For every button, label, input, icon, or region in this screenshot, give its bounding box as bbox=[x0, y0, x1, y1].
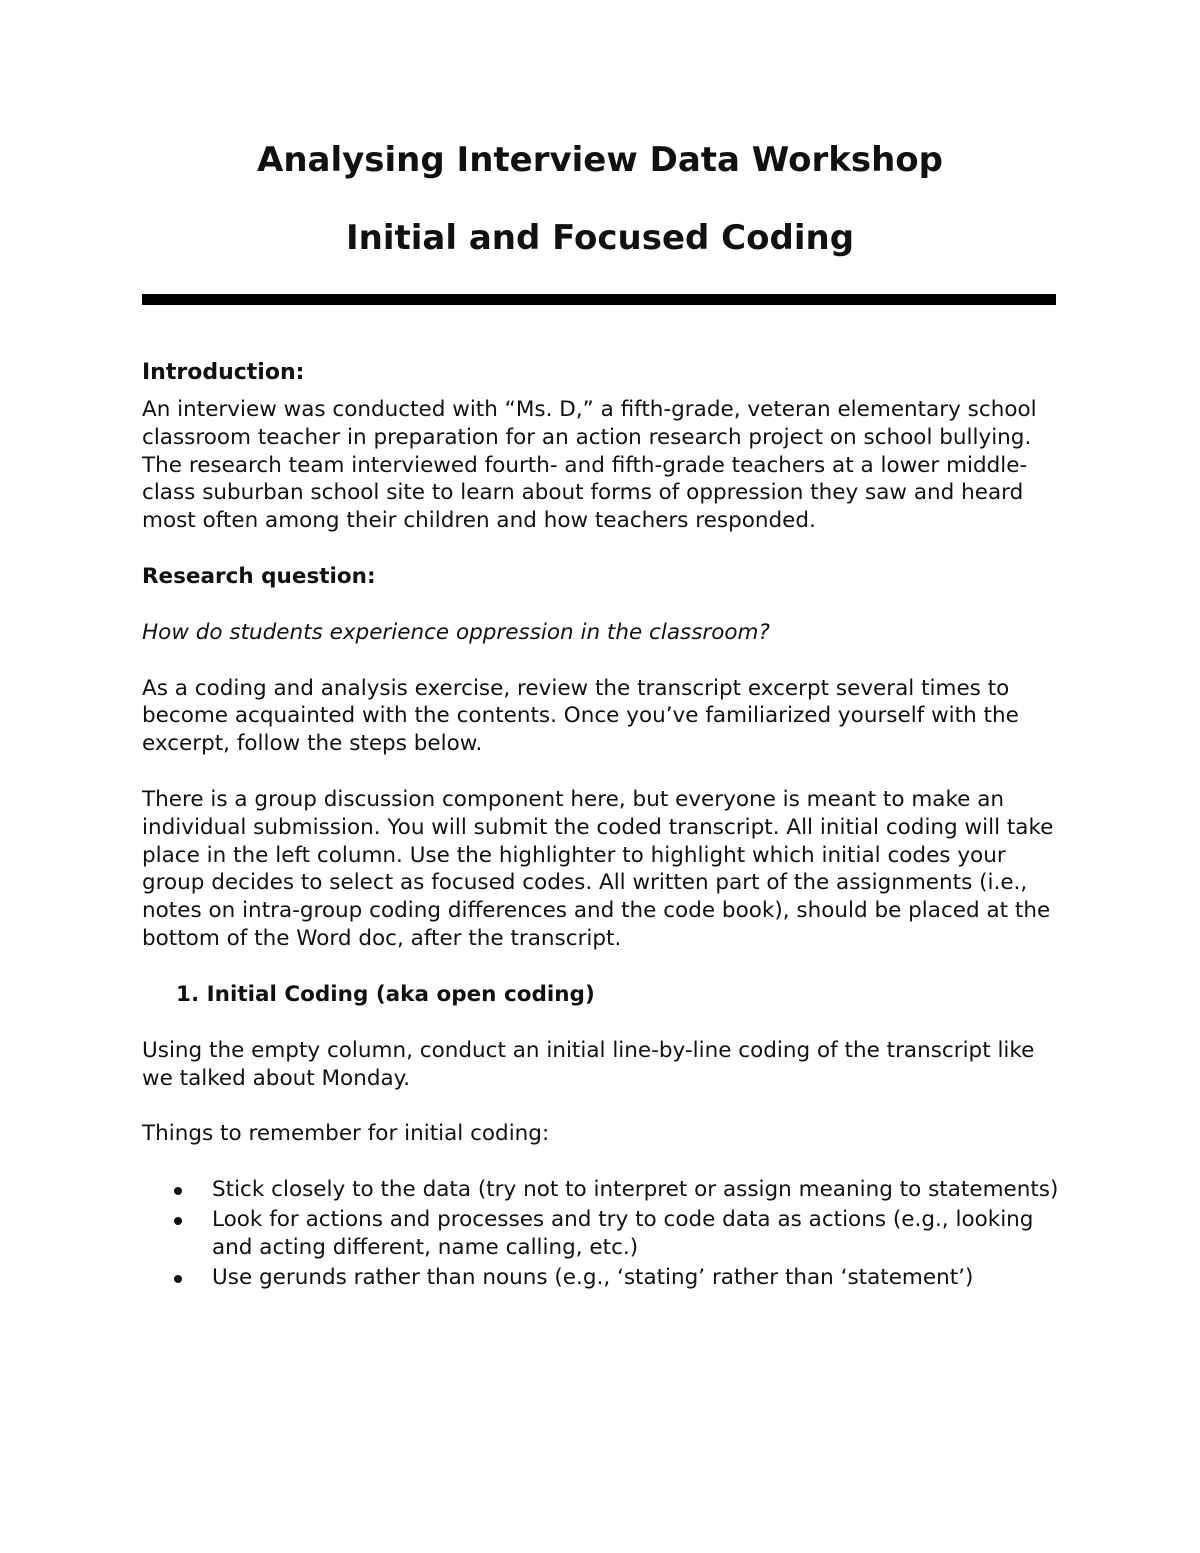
bullet-icon bbox=[174, 1275, 182, 1283]
introduction-paragraph: An interview was conducted with “Ms. D,” a fifth-grade, veteran elementary school classroom teacher in preparation for an action research project on school bullying. The research team interviewed fourth- and fifth-grade teachers at a lower middle-class suburban school site to learn about forms of oppression they saw and heard most often among their children and how teachers responded. bbox=[142, 397, 1037, 534]
group-paragraph: There is a group discussion component here, but everyone is meant to make an individual submission. You will submit the coded transcript. All initial coding will take place in the left column. Use the highlighter to highlight which initial codes your group decides to select as focused codes. All written part of the assignments (i.e., notes on intra-group coding differences and the code book), should be placed at the bottom of the Word doc, after the transcript. bbox=[142, 786, 1054, 951]
initial-coding-tips-list bbox=[142, 1176, 1062, 1291]
list-item-text: Look for actions and processes and try to code data as actions (e.g., looking and acting different, name calling, etc.) bbox=[212, 1206, 1034, 1260]
step-1-heading bbox=[142, 981, 1062, 1009]
document-body bbox=[142, 358, 1062, 1293]
list-item bbox=[212, 1264, 1062, 1292]
document-title: Analysing Interview Data Workshop bbox=[257, 140, 943, 180]
introduction-heading: Introduction: bbox=[142, 360, 305, 385]
research-question-heading: Research question: bbox=[142, 563, 376, 589]
list-item-text: Use gerunds rather than nouns (e.g., ‘stating’ rather than ‘statement’) bbox=[212, 1264, 974, 1290]
list-item-text: Stick closely to the data (try not to interpret or assign meaning to statements) bbox=[212, 1177, 1059, 1203]
remember-intro: Things to remember for initial coding: bbox=[142, 1121, 550, 1147]
document-subtitle: Initial and Focused Coding bbox=[345, 218, 855, 258]
exercise-paragraph: As a coding and analysis exercise, review the transcript excerpt several times to become acquainted with the contents. Once you’ve familiarized yourself with the excerpt, follow the steps below. bbox=[142, 675, 1019, 757]
research-question-text: How do students experience oppression in the classroom? bbox=[142, 619, 770, 645]
step-1-paragraph: Using the empty column, conduct an initial line-by-line coding of the transcript like we talked about Monday. bbox=[142, 1037, 1035, 1091]
step-1-title: Initial Coding (aka open coding) bbox=[206, 981, 595, 1007]
step-1-number: 1. bbox=[176, 981, 200, 1007]
title-divider bbox=[142, 294, 1056, 305]
list-item bbox=[212, 1176, 1062, 1204]
bullet-icon bbox=[174, 1217, 182, 1225]
list-item bbox=[212, 1206, 1062, 1262]
bullet-icon bbox=[174, 1187, 182, 1195]
